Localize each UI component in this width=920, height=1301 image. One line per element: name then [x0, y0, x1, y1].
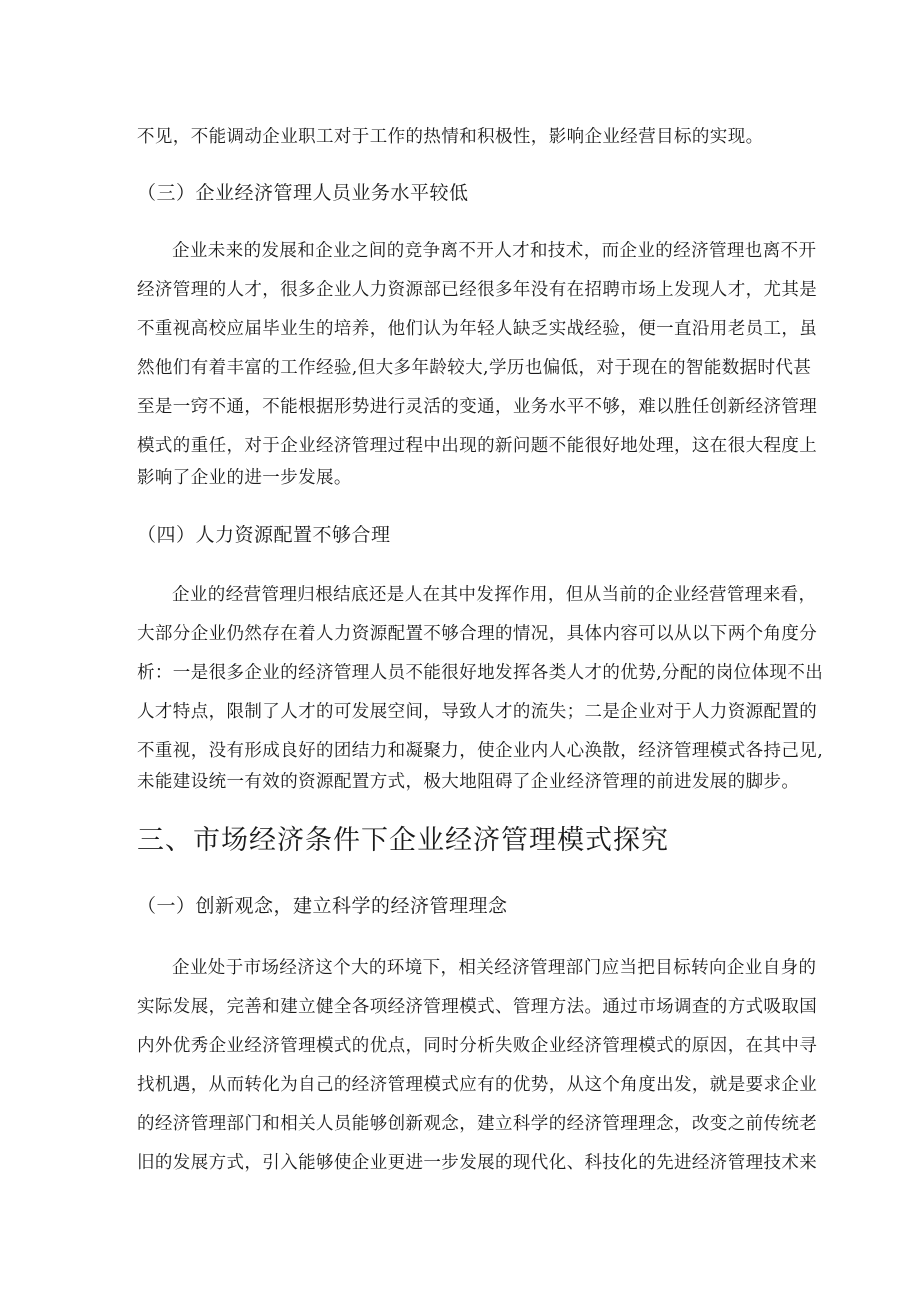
paragraph-line: 人才特点，限制了人才的可发展空间，导致人才的流失；二是企业对于人力资源配置的: [137, 702, 818, 722]
paragraph-line: 析：一是很多企业的经济管理人员不能很好地发挥各类人才的优势,分配的岗位体现不出: [137, 663, 824, 683]
paragraph-line: 内外优秀企业经济管理模式的优点，同时分析失败企业经济管理模式的原因，在其中寻: [137, 1036, 818, 1056]
section-heading: （一）创新观念，建立科学的经济管理理念: [137, 895, 508, 917]
paragraph-line: 找机遇，从而转化为自己的经济管理模式应有的优势，从这个角度出发，就是要求企业: [137, 1075, 818, 1095]
paragraph-line: 企业的经营管理归根结底还是人在其中发挥作用，但从当前的企业经营管理来看，: [172, 585, 817, 605]
paragraph-line: 影响了企业的进一步发展。: [137, 468, 352, 488]
paragraph-line: 不重视高校应届毕业生的培养，他们认为年轻人缺乏实战经验，便一直沿用老员工，虽: [137, 319, 818, 339]
paragraph-line: 模式的重任，对于企业经济管理过程中出现的新问题不能很好地处理，这在很大程度上: [137, 436, 818, 456]
paragraph-line: 实际发展，完善和建立健全各项经济管理模式、管理方法。通过市场调查的方式吸取国: [137, 997, 818, 1017]
paragraph-line: 大部分企业仍然存在着人力资源配置不够合理的情况，具体内容可以从以下两个角度分: [137, 624, 818, 644]
paragraph-line: 的经济管理部门和相关人员能够创新观念，建立科学的经济管理理念，改变之前传统老: [137, 1114, 818, 1134]
paragraph-line: 企业未来的发展和企业之间的竞争离不开人才和技术，而企业的经济管理也离不开: [172, 241, 817, 261]
section-heading: （三）企业经济管理人员业务水平较低: [137, 182, 469, 204]
paragraph-line: 未能建设统一有效的资源配置方式，极大地阻碍了企业经济管理的前进发展的脚步。: [137, 772, 800, 792]
paragraph-line: 企业处于市场经济这个大的环境下，相关经济管理部门应当把目标转向企业自身的: [172, 958, 817, 978]
paragraph-line: 至是一窍不通，不能根据形势进行灵活的变通，业务水平不够，难以胜任创新经济管理: [137, 397, 818, 417]
paragraph-line: 不见，不能调动企业职工对于工作的热情和积极性，影响企业经营目标的实现。: [137, 127, 764, 147]
paragraph-line: 旧的发展方式，引入能够使企业更进一步发展的现代化、科技化的先进经济管理技术来: [137, 1153, 818, 1173]
paragraph-line: 不重视，没有形成良好的团结力和凝聚力，使企业内人心涣散，经济管理模式各持己见,: [137, 741, 824, 761]
paragraph-line: 然他们有着丰富的工作经验,但大多年龄较大,学历也偏低，对于现在的智能数据时代甚: [137, 358, 812, 378]
chapter-heading: 三、市场经济条件下企业经济管理模式探究: [137, 825, 669, 856]
paragraph-line: 经济管理的人才，很多企业人力资源部已经很多年没有在招聘市场上发现人才，尤其是: [137, 280, 818, 300]
section-heading: （四）人力资源配置不够合理: [137, 524, 391, 546]
